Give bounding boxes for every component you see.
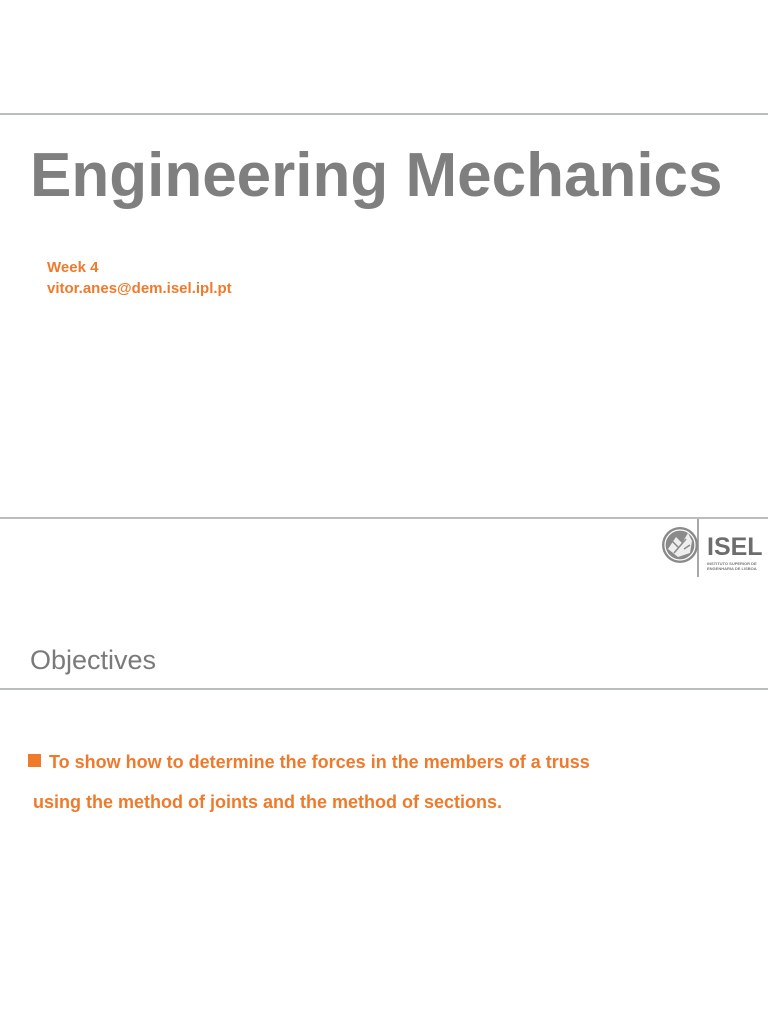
bullet-text-1: To show how to determine the forces in the members of a truss	[49, 752, 590, 772]
slide-separator	[0, 517, 768, 519]
logo-subtitle-line-2: ENGENHARIA DE LISBOA	[707, 566, 757, 571]
objective-bullet	[28, 750, 748, 830]
slide-title: Engineering Mechanics	[30, 141, 723, 210]
top-divider	[0, 113, 768, 115]
slide-meta	[47, 257, 232, 299]
logo-wordmark: ISEL	[707, 533, 763, 561]
logo-subtitle-line-1: INSTITUTO SUPERIOR DE	[707, 561, 757, 566]
logo-subtitle	[707, 561, 757, 571]
bullet-line-1	[28, 750, 748, 790]
author-email: vitor.anes@dem.isel.ipl.pt	[47, 280, 232, 297]
square-bullet-icon	[28, 754, 41, 767]
section-title: Objectives	[30, 645, 157, 675]
bullet-line-2: using the method of joints and the method of sections.	[33, 792, 503, 812]
section-divider	[0, 688, 768, 690]
week-label: Week 4	[47, 259, 99, 276]
